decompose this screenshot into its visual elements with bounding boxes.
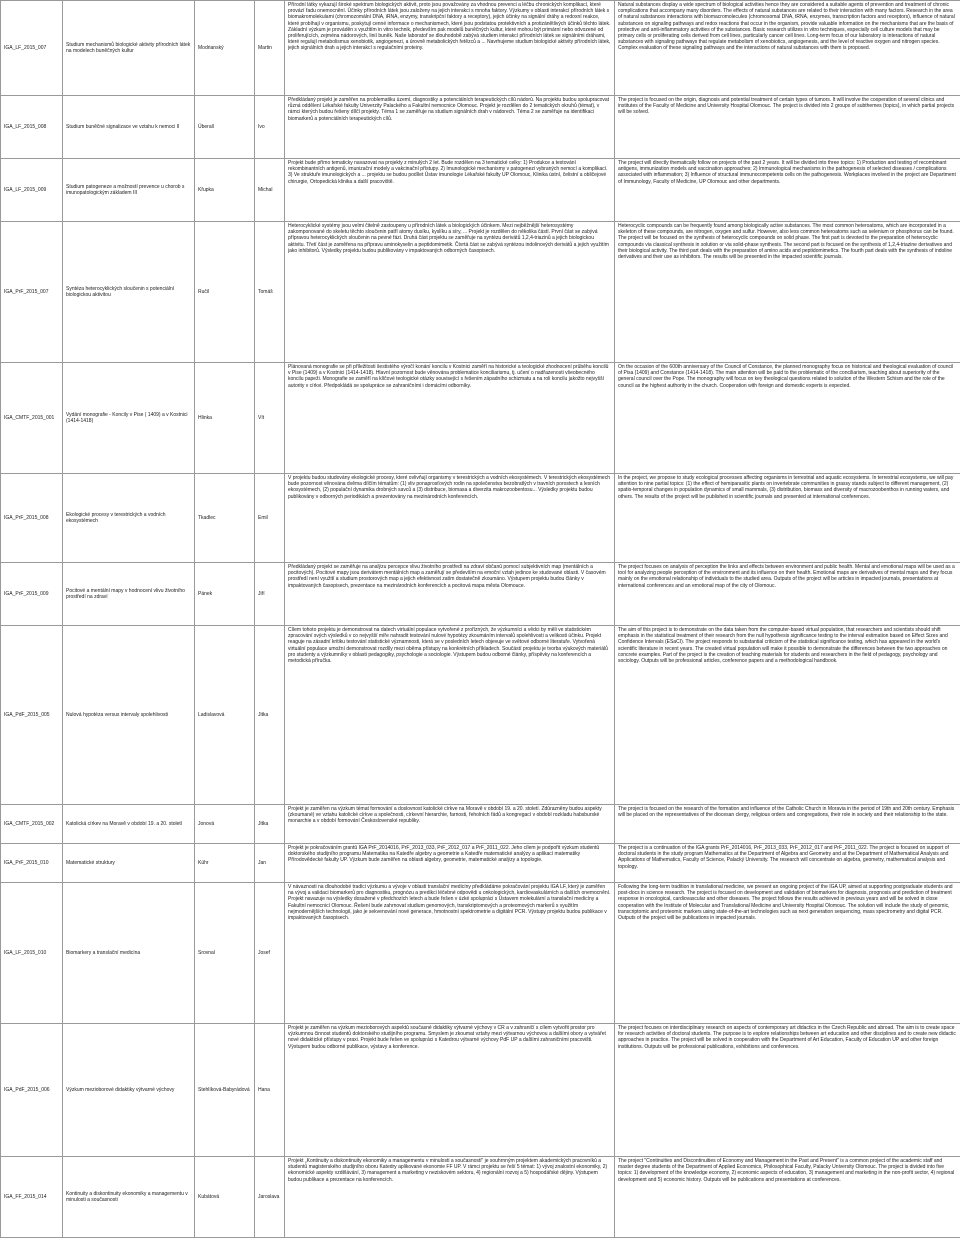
investigator-name: Hana (255, 1024, 285, 1157)
table-row (1, 626, 960, 805)
investigator-surname: Jonová (195, 805, 255, 844)
investigator-name: Jiří (255, 563, 285, 626)
table-row (1, 1024, 960, 1157)
project-title: Studium buněčné signalizace ve vztahu k nemoci II (63, 96, 195, 159)
project-title: Studium mechanismů biologické aktivity přírodních látek na modelech buněčných kultur (63, 1, 195, 96)
investigator-surname: Tkadlec (195, 474, 255, 563)
table-row (1, 1, 960, 96)
project-code: IGA_FF_2015_014 (1, 1157, 63, 1238)
table-row (1, 159, 960, 222)
annotation-cs: V projektu budou studovány ekologické procesy, které ovlivňují organismy v terestrických a vodních ekosystémech. V terestrických ekosystémech bude pozornost věnována dvěma dílčím tématům: (1) vliv ponaprosťových rodin na společenstva bezobratlých v travních porostech a lesních ekosystémech, (2) populační dynamika drobných savců a (3) distribuce, biomasa a diverzita makrozoobentosu... Výsledky projektu budou publikovány v odborných periodikách a prezentovány na mezinárodních konferencích. (285, 474, 615, 563)
annotation-cs: Projekt je pokračováním grantů IGA PrF_2014016, PrF_2013_033, PrF_2012_017 a PrF_2011_022. Jeho cílem je podpořit výzkum studentů doktorského studijního programu Matematika na Katedře algebry a geometrie a Katedře matematické analýzy a aplikací matematiky Přírodovědecké fakulty UP. Výzkum bude zaměřen na oblasti algebry, geometrie, matematické analýzy a topologie. (285, 844, 615, 883)
investigator-name: Jitka (255, 626, 285, 805)
annotation-cs: Heterocyklické systémy jsou velmi čitelně zastoupeny u přírodních látek a biologických účinkem. Mezi nejběžnější heterosystémy zakomponované do skeletu těchto sloučenin patří atomy dusíku, kyslíku a síry, ... Projekt je rozdělen do několika částí. První část se zabývá přípravou heterocyklických sloučenin na pevné fázi. Druhá část projektu se zaměřuje na syntézu derivátů 1,2,4-triazinů a jejich biologickou aktivitu. Třetí část je zaměřena na přípravu aminokyselin a peptidomimetik. Čtvrtá část se zabývá syntézou indolinových derivátů a jejich využitím jako inhibitorů. Výsledky projektu budou publikovány v impaktovaných odborných časopisech. (285, 222, 615, 363)
project-code: IGA_PrF_2015_008 (1, 474, 63, 563)
annotation-en: Following the long-term tradition in translational medicine, we present an ongoing project of the IGA UP, aimed at supporting postgraduate students and post-docs in science research. The project is focused on development and validation of biomarkers for diagnosis, prognosis and prediction of treatment response in oncological, cardiovascular and other diseases. The project follows the results achieved in previous years and will be solved in close cooperation with the Institute of Molecular and Translational Medicine and University Hospital Olomouc. The solution will include the study of genomic, transcriptomic and proteomic markers using state-of-the-art technologies such as next generation sequencing, mass spectrometry and digital PCR. Outputs of the project will be publications in impacted journals. (615, 883, 960, 1024)
project-title: Pocitové a mentální mapy v hodnocení vlivu životního prostředí na zdraví (63, 563, 195, 626)
investigator-surname: Kubátová (195, 1157, 255, 1238)
table-row (1, 1157, 960, 1238)
table-row (1, 363, 960, 474)
investigator-name: Jan (255, 844, 285, 883)
annotation-cs: Projekt je zaměřen na výzkum mezioborových aspektů současné didaktiky výtvarné výchovy v ČR a v zahraničí s cílem vytvořit prostor pro výzkumnou činnost studentů doktorského studijního programu. Smyslem je zkoumat vztahy mezi výtvarnou výchovou a dalšími obory a vytvářet nové didaktické přístupy v praxi. Projekt bude řešen ve spolupráci s Katedrou výtvarné výchovy PdF UP a dalšími zahraničními pracovišti. Výstupem budou odborné publikace, výstavy a konference. (285, 1024, 615, 1157)
project-code: IGA_CMTF_2015_002 (1, 805, 63, 844)
investigator-surname: Kühr (195, 844, 255, 883)
investigator-surname: Stehlíková-Babyrádová (195, 1024, 255, 1157)
project-code: IGA_LF_2015_008 (1, 96, 63, 159)
annotation-cs: Projekt je zaměřen na výzkum témat formování a doslovnost katolické církve na Moravě v období 19. a 20. století. Zdůrazněny budou aspekty (zkoumané) ve vztahu katolické církve a společnosti, církevní hierarchie, farnosti, řeholních řádů a kongregací v období rozkladu habsburské monarchie a v období formování Československé republiky. (285, 805, 615, 844)
investigator-surname: Modrianský (195, 1, 255, 96)
project-code: IGA_LF_2015_007 (1, 1, 63, 96)
annotation-en: Natural substances display a wide spectrum of biological activities hence they are considered a suitable agents of prevention and treatment of chronic complications that accompany many disorders. The effects of natural substances are related to their interaction with many factors. Research in the area of natural substances interactions with biomacromolecules (chromosomal DNA, tRNA, enzymes, transcription factors and receptors), influence of natural substances on signaling pathways and redox reactions that occur in the organism, provide valuable information on the mechanisms that are the basis of protective and anti-inflammatory activities of the substances. Basic research utilizes in vitro techniques, especially cell culture models that may be primary cells or proliferating cells derived from cell lines, particularly cancer cell lines. Long-term focus of our laboratory is interactions of natural substances with signaling pathways that regulate metabolism of xenobiotics, angiogenesis, and the level of reactive oxygen and nitrogen species. Complex evaluation of these signaling pathways and the interactions of natural substances with them is proposed. (615, 1, 960, 96)
annotation-en: The project is focused on the research of the formation and influence of the Catholic Church in Moravia in the period of 19th and 20th century. Emphasis will be placed on the representatives of the diocesan clergy, religious orders and congregations, their role in society and their relationship to the state. (615, 805, 960, 844)
annotation-en: The project "Continuities and Discontinuities of Economy and Management in the Past and Present" is a common project of the academic staff and master degree students of the Department of Applied Economics, Philosophical Faculty, Palacky University Olomouc. The project is divided into five topics: 1) development of the knowledge economy, 2) economic aspects of education, 3) management and marketing in the non-profit sector, 4) regional development and 5) economic history. Outputs will be publications and presentations at conferences. (615, 1157, 960, 1238)
project-code: IGA_LF_2015_009 (1, 159, 63, 222)
investigator-name: Tomáš (255, 222, 285, 363)
project-code: IGA_PrF_2015_010 (1, 844, 63, 883)
investigator-name: Vít (255, 363, 285, 474)
project-title: Biomarkery a translační medicína (63, 883, 195, 1024)
annotation-cs: Předkládaný projekt je zaměřen na problematiku území, diagnostiky a potenciálních terapeutických cílů nádorů. Na projektu budou spolupracovat různá oddělení Lékařské fakulty Univerzity Palackého a Fakultní nemocnice Olomouc. Projekt je rozdělen do 2 tematických okruhů (témat), v rámci kterých budou řešeny dílčí projekty. Téma 1 se zaměřuje na studium signálních drah v nádorech. Téma 2 se zaměřuje na identifikaci biomarkerů a potenciálních terapeutických cílů. (285, 96, 615, 159)
project-title: Kontinuity a diskontinuity ekonomiky a managementu v minulosti a současnosti (63, 1157, 195, 1238)
investigator-name: Jaroslava (255, 1157, 285, 1238)
table-row (1, 883, 960, 1024)
annotation-cs: V návaznosti na dlouhodobé tradici výzkumu a vývoje v oblasti translační medicíny předkládáme pokračování projektu IGA LF, který je zaměřen na vývoj a validaci biomarkerů pro diagnostiku, prognózu a predikci léčebné odpovědi u onkologických, kardiovaskulárních a dalších onemocnění. Projekt navazuje na výsledky dosažené v předchozích letech a bude řešen v úzké spolupráci s Ústavem molekulární a translační medicíny a Fakultní nemocnicí Olomouc. Řešení bude zahrnovat studium genomových, transkriptomových a proteomových markerů s využitím nejmodernějších technologií, jako je sekvenování nové generace, hmotnostní spektrometrie a digitální PCR. Výstupy projektu budou publikace v impaktovaných časopisech. (285, 883, 615, 1024)
annotation-en: The project focuses on interdisciplinary research on aspects of contemporary art didactics in the Czech Republic and abroad. The aim is to create space for research activities of doctoral students. The purpose is to explore relationships between art education and other disciplines and to create new didactic approaches in practice. The project will be solved in cooperation with the Department of Art Education, Faculty of Education UP and other foreign institutions. Outputs will be professional publications, exhibitions and conferences. (615, 1024, 960, 1157)
project-code: IGA_PrF_2015_007 (1, 222, 63, 363)
investigator-name: Martin (255, 1, 285, 96)
table-row (1, 805, 960, 844)
annotation-en: The project focuses on analysis of perception the links and effects between environment and public health. Mental and emotional maps will be used as a tool for analyzing people perception of the environment and its influence on their health. Emotional maps are derivatives of mental maps and they focus mainly on the emotional relationship of individuals to the studied area. Outputs of the project will be articles in impacted journals, presentations at international conferences and an emotional map of the city of Olomouc. (615, 563, 960, 626)
table-row (1, 222, 960, 363)
table-row (1, 563, 960, 626)
annotation-en: The aim of this project is to demonstrate on the data taken from the computer-based virtual population, that researchers and scientists should shift emphasis in the statistical treatment of their research from the null hypothesis significance testing to the interval estimation based on Effect Sizes and Confidence Intervals (ESaCI). The project responds to substantial criticism of the statistical significance testing, which has appeared in the world's scientific literature in recent years. The created virtual population will make it possible to demonstrate the differences between the two approaches on concrete examples. Part of the project is the creation of teaching materials for students and researchers in the field of pedagogy, psychology and sociology. Outputs will be professional articles, conference papers and a methodological handbook. (615, 626, 960, 805)
project-title: Ekologické procesy v terestrických a vodních ekosystémech (63, 474, 195, 563)
project-code: IGA_LF_2015_010 (1, 883, 63, 1024)
investigator-name: Michal (255, 159, 285, 222)
project-code: IGA_PrF_2015_009 (1, 563, 63, 626)
investigator-surname: Ručil (195, 222, 255, 363)
investigator-surname: Ladislavová (195, 626, 255, 805)
table-row (1, 844, 960, 883)
annotation-cs: Cílem tohoto projektu je demonstrovat na datech virtuální populace vytvořené z prořízných, že výzkumníci a vědci by měli ve statistickém zpracování svých výsledků v co nejvyšší míře nahradit testování nulové hypotézy zkoumáním intervalů spolehlivosti a velikosti účinku. Projekt reaguje na zásadní kritiku testování statistické významnosti, která se v posledních letech objevuje ve světové odborné literatuře. Vytvořená virtuální populace umožní demonstrovat rozdíly mezi oběma přístupy na konkrétních příkladech. Součástí projektu je tvorba výukových materiálů pro studenty a výzkumníky v oblasti pedagogiky, psychologie a sociologie. Výstupem budou odborné články, příspěvky na konferencích a metodická příručka. (285, 626, 615, 805)
project-title: Vydání monografie - Koncily v Pise ( 1409) a v Kostnici (1414-1418) (63, 363, 195, 474)
annotation-en: The project will directly thematically follow on projects of the past 2 years. It will be divided into three topics: 1) Production and testing of recombinant antigens, immunization models and vaccination approaches; 2) Immunological mechanisms in the pathogenesis of selected diseases / complications associated with inflammation; 3) Influence of structural immunocompetents cells on the pathogenesis. Workplaces involved in the project are Department of Immunology, Faculty of Medicine, UP Olomouc and other departments. (615, 159, 960, 222)
project-title: Matematické struktury (63, 844, 195, 883)
investigator-surname: Pánek (195, 563, 255, 626)
annotation-en: The project is a continuation of the IGA grants PrF_2014016, PrF_2013_033, PrF_2012_017 and PrF_2011_022. The project is focused on support of doctoral students in the study program Mathematics at the Department of Algebra and Geometry and at the Department of Mathematical Analysis and Applications of Mathematics, Faculty of Science, Palacký University. The research will concentrate on algebra, geometry, mathematical analysis and topology. (615, 844, 960, 883)
table-row (1, 96, 960, 159)
annotation-en: On the occasion of the 600th anniversary of the Council of Constance, the planned monography focus on historical and theological evaluation of council of Pisa (1409) and Constance (1414-1418). The main attention will be paid to the problematic of the conciliarism, teaching about superiority of the general council over the Pope. The monography will focus on key theological questions related to solution of the Western Schism and the role of the council as the highest authority in the church. Cooperation with foreign and domestic experts is expected. (615, 363, 960, 474)
project-title: Studium patogeneze a možností prevence u chorob s imunopatologickým základem III (63, 159, 195, 222)
annotation-en: The project is focused on the origin, diagnosis and potential treatment of certain types of tumors. It will involve the cooperation of several clinics and institutes of the Faculty of Medicine and University Hospital Olomouc. The project is divided into 2 groups of subthemes (topics), in which partial projects will be solved. (615, 96, 960, 159)
annotation-cs: Předkládaný projekt se zaměřuje na analýzu percepce vlivu životního prostředí na zdraví občanů pomocí subjektivních map (mentálních a pocitových). Pocitové mapy jsou derivátem mentálních map a zaměřují se především na emoční vztah jedince ke studované oblasti. V časovém prostředí není využití a studium prostorových map a jejich efektivnost zatím dostatečně zkoumáno. Výstupem projektu budou články v impaktovaných časopisech, prezentace na mezinárodních konferencích a pocitová mapa města Olomouce. (285, 563, 615, 626)
investigator-surname: Křupka (195, 159, 255, 222)
investigator-name: Josef (255, 883, 285, 1024)
investigator-surname: Hlinka (195, 363, 255, 474)
annotation-cs: Projekt „Kontinuity a diskontinuity ekonomiky a managementu v minulosti a současnosti" je souhrnným projektem akademických pracovníků a studentů magisterského studijního oboru Katedry aplikované ekonomie FF UP. V rámci projektu se řeší 5 témat: 1) vývoj znalostní ekonomiky, 2) ekonomické aspekty vzdělávání, 3) management a marketing v neziskovém sektoru, 4) regionální rozvoj a 5) hospodářské dějiny. Výstupem budou publikace a prezentace na konferencích. (285, 1157, 615, 1238)
annotation-en: Heterocyclic compounds can be frequently found among biologically active substances. The most common heteroatoms, which are incorporated in a skeleton of these compounds, are nitrogen, oxygen and sulfur. However, also less common heteroatoms such as selenium or phosphorus can be found. The project will be focused on the synthesis of heterocyclic compounds on solid phase. The first part is devoted to the preparation of heterocyclic compounds via classical synthesis in solution or via solid-phase synthesis. The second part is focused on the synthesis of 1,2,4-triazine derivatives and their biological activity. The third part deals with the preparation of amino acids and peptidomimetics. The fourth part deals with the synthesis of indoline derivatives and their use as inhibitors. The results will be presented in the impacted scientific journals. (615, 222, 960, 363)
table-row (1, 474, 960, 563)
project-title: Katolická církev na Moravě v období 19. a 20. století (63, 805, 195, 844)
annotation-cs: Projekt bude přímo tematicky navazovat na projekty z minulých 2 let. Bude rozdělen na 3 tematické celky: 1) Produkce a testování rekombinantních antigenů, imunizační modely a vakcinační přístupy. 2) Imunologické mechanismy v patogenezi vybraných nemocí a komplikací. 3) Ve struktuře imunologických a ... projektu se budou podílet Ústav imunologie Lékařské fakulty UP Olomouc, Klinika ústní, čelistní a obličejové chirurgie, Ortopedická klinika a další pracoviště. (285, 159, 615, 222)
project-code: IGA_PdF_2015_006 (1, 1024, 63, 1157)
annotation-en: In the project, we propose to study ecological processes affecting organisms in terrestrial and aquatic ecosystems. In terrestrial ecosystems, we will pay attention to nine partial topics: (1) the effect of hemiparasitic plants on invertebrate communities in grassy stands subject to different management, (2) spatio-temporal changes in population dynamics of small mammals, (3) distribution, biomass and diversity of macrozoobenthos in running waters, and others. The results of the project will be published in scientific journals and presented at international conferences. (615, 474, 960, 563)
project-title: Výzkum mezioborové didaktiky výtvarné výchovy (63, 1024, 195, 1157)
annotation-cs: Přírodní látky vykazují široké spektrum biologických aktivit, proto jsou považovány za vhodnou prevenci a léčbu chronických komplikací, které provází řadu onemocnění. Účinky přírodních látek jsou založeny na jejich interakci s mnoha faktory. Výzkumy v oblasti interakcí přírodních látek s biomakromolekulami (chromozomální DNA, iRNA, enzymy, transkripční faktory a receptory), jejich účinky na signální dráhy a redoxní reakce, které probíhají v organismu, poskytují cenné informace o mechanismech, které jsou podstatou protektivních a protizánětlivých účinků těchto látek. Základní výzkum je prováděn s využitím in vitro technik, především pak modelů buněčných kultur, které mohou být primární nebo odvozené od proliferujících, zejména nádorových, linií buněk. Naše laboratoř se dlouhodobě zabývá studiem interakcí přírodních látek se signálními dráhami, které regulují metabolismus xenobiotik, angiogenezi, a úrovně metabolických řetězců a ... Navrhujeme studium biologické aktivity přírodních látek, jejich signálních drah a jejich interakcí s regulačními proteiny. (285, 1, 615, 96)
project-title: Syntéza heterocyklických sloučenin s potenciální biologickou aktivitou (63, 222, 195, 363)
project-code: IGA_CMTF_2015_001 (1, 363, 63, 474)
investigator-name: Ivo (255, 96, 285, 159)
investigator-name: Emil (255, 474, 285, 563)
investigator-surname: Überall (195, 96, 255, 159)
project-title: Nulová hypotéza versus intervaly spolehlivosti (63, 626, 195, 805)
investigator-surname: Srovnal (195, 883, 255, 1024)
annotation-cs: Plánovaná monografie se při příležitosti šestistého výročí konání koncilu v Kostnici zaměří na historické a teologické zhodnocení průběhu koncilů v Pise (1409) a v Kostnici (1414-1418). Hlavní pozornost bude věnována problematice konciliarismu, tj. učení o nadřazenosti všeobecného koncilu papeži. Monografie se zaměří na klíčové teologické otázky související s řešením západního schizmatu a na roli koncilu jakožto nejvyšší autority v církvi. Předpokládá se spolupráce se zahraničními i domácími odborníky. (285, 363, 615, 474)
investigator-name: Jitka (255, 805, 285, 844)
project-code: IGA_PdF_2015_005 (1, 626, 63, 805)
